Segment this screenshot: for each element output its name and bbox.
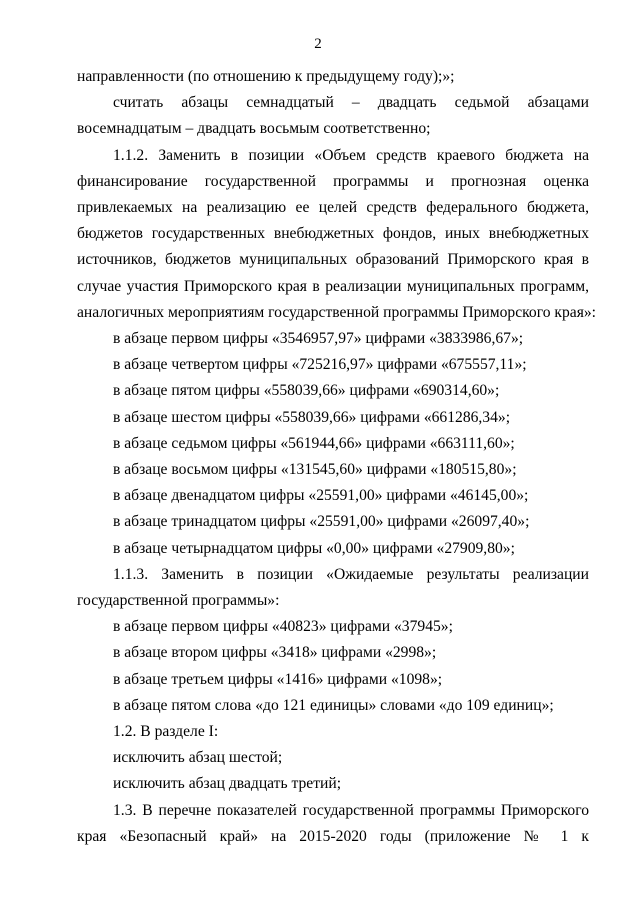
- text-line: направленности (по отношению к предыдущему году);»;: [77, 68, 455, 85]
- text-line: 1.3. В перечне показателей государственной программы Приморского: [113, 801, 589, 819]
- page-number: 2: [314, 36, 322, 52]
- text-line: в абзаце двенадцатом цифры «25591,00» цифрами «46145,00»;: [113, 487, 529, 505]
- text-line: в абзаце третьем цифры «1416» цифрами «1098»;: [113, 670, 443, 688]
- text-line: финансирование государственной программы и прогнозная оценка: [77, 172, 589, 190]
- text-line: в абзаце шестом цифры «558039,66» цифрами «661286,34»;: [113, 408, 511, 426]
- text-line: в абзаце первом цифры «40823» цифрами «37945»;: [113, 618, 453, 636]
- text-line: в абзаце пятом слова «до 121 единицы» словами «до 109 единиц»;: [113, 696, 554, 714]
- text-line: в абзаце четвертом цифры «725216,97» цифрами «675557,11»;: [113, 356, 527, 374]
- text-line: государственной программы»:: [77, 592, 280, 609]
- text-line: 1.1.3. Заменить в позиции «Ожидаемые результаты реализации: [113, 565, 589, 583]
- text-line: бюджетов государственных внебюджетных фондов, иных внебюджетных: [77, 225, 589, 243]
- text-line: в абзаце втором цифры «3418» цифрами «2998»;: [113, 644, 437, 662]
- text-line: в абзаце тринадцатом цифры «25591,00» цифрами «26097,40»;: [113, 513, 530, 531]
- text-line: 1.2. В разделе I:: [113, 723, 219, 740]
- text-line: в абзаце седьмом цифры «561944,66» цифрами «663111,60»;: [113, 434, 515, 452]
- text-line: источников, бюджетов муниципальных образований Приморского края в: [77, 251, 589, 269]
- text-line: 1.1.2. Заменить в позиции «Объем средств краевого бюджета на: [113, 146, 589, 164]
- text-line: аналогичных мероприятиям государственной программы Приморского края»:: [77, 303, 597, 321]
- text-line: в абзаце первом цифры «3546957,97» цифрами «3833986,67»;: [113, 330, 524, 347]
- text-line: считать абзацы семнадцатый – двадцать седьмой абзацами: [113, 94, 589, 112]
- text-line: в абзаце восьмом цифры «131545,60» цифрами «180515,80»;: [113, 461, 517, 478]
- text-line: в абзаце четырнадцатом цифры «0,00» цифрами «27909,80»;: [113, 539, 515, 557]
- text-line: привлекаемых на реализацию ее целей средств федерального бюджета,: [77, 199, 589, 216]
- text-line: исключить абзац шестой;: [113, 749, 283, 767]
- text-line: исключить абзац двадцать третий;: [113, 775, 342, 793]
- text-line: восемнадцатым – двадцать восьмым соответственно;: [77, 120, 431, 138]
- text-line: края «Безопасный край» на 2015-2020 годы (приложение № 1 к: [77, 827, 589, 845]
- text-line: случае участия Приморского края в реализации муниципальных программ,: [77, 277, 589, 295]
- text-line: в абзаце пятом цифры «558039,66» цифрами «690314,60»;: [113, 382, 500, 400]
